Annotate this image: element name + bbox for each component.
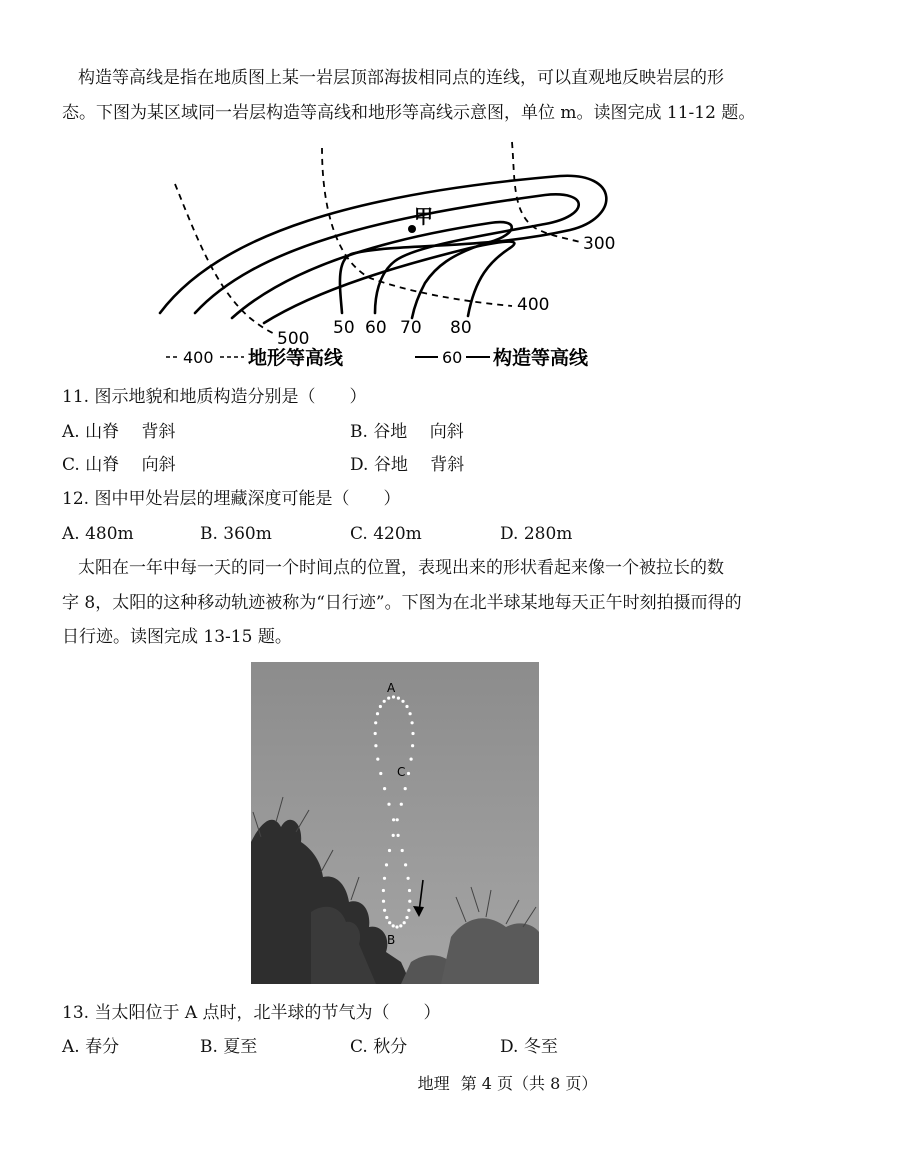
- q11-option-c: C. 山脊 向斜: [62, 455, 176, 475]
- analemma-dot: [392, 818, 395, 821]
- footer-page: 第 4 页（共 8 页）: [460, 1074, 598, 1093]
- analemma-dot: [388, 849, 391, 852]
- structure-label-80: 80: [450, 318, 472, 338]
- analemma-dot: [396, 818, 399, 821]
- analemma-dot: [382, 900, 385, 903]
- analemma-dot: [405, 705, 408, 708]
- point-b-label: B: [387, 933, 396, 947]
- analemma-dot: [411, 721, 414, 724]
- analemma-dot: [387, 697, 390, 700]
- analemma-dot: [411, 744, 414, 747]
- analemma-dot: [387, 803, 390, 806]
- analemma-dot: [376, 712, 379, 715]
- analemma-dot: [401, 849, 404, 852]
- q12-stem: 12. 图中甲处岩层的埋藏深度可能是（ ）: [62, 489, 401, 509]
- structure-label-50: 50: [333, 318, 355, 338]
- analemma-dot: [407, 877, 410, 880]
- analemma-dot: [401, 700, 404, 703]
- q11-option-d: D. 谷地 背斜: [350, 455, 465, 475]
- intro1-line1: 构造等高线是指在地质图上某一岩层顶部海拔相同点的连线，可以直观地反映岩层的形: [78, 68, 724, 88]
- terrain-label-500: 500: [277, 329, 310, 349]
- q11-option-b: B. 谷地 向斜: [350, 422, 464, 442]
- q12-option-d: D. 280m: [500, 524, 573, 544]
- analemma-dot: [383, 700, 386, 703]
- analemma-dot: [405, 916, 408, 919]
- analemma-dot: [403, 921, 406, 924]
- analemma-dot: [404, 863, 407, 866]
- footer-subject: 地理: [417, 1074, 450, 1093]
- analemma-dot: [392, 695, 395, 698]
- analemma-dot: [397, 834, 400, 837]
- analemma-dot: [395, 925, 398, 928]
- analemma-dot: [374, 732, 377, 735]
- q11-option-a: A. 山脊 背斜: [62, 422, 176, 442]
- analemma-dot: [407, 909, 410, 912]
- analemma-dot: [409, 712, 412, 715]
- analemma-dot: [388, 921, 391, 924]
- intro1-line2: 态。下图为某区域同一岩层构造等高线和地形等高线示意图，单位 m。读图完成 11-12 题。: [62, 103, 756, 123]
- analemma-dot: [383, 787, 386, 790]
- point-a-label: A: [387, 681, 396, 695]
- q13-option-a: A. 春分: [62, 1037, 120, 1057]
- q13-option-b: B. 夏至: [200, 1037, 258, 1057]
- analemma-dot: [400, 803, 403, 806]
- intro2-line2: 字 8，太阳的这种移动轨迹被称为“日行迹”。下图为在北半球某地每天正午时刻拍摄而得的: [62, 593, 742, 613]
- legend-terrain: [166, 346, 344, 369]
- structure-label-60: 60: [365, 318, 387, 338]
- analemma-photo: [251, 662, 539, 984]
- terrain-label-400: 400: [517, 295, 550, 315]
- legend-structure-sample: 60: [442, 348, 463, 367]
- analemma-dot: [383, 877, 386, 880]
- terrain-contour-500: [175, 184, 275, 334]
- q12-option-a: A. 480m: [62, 524, 134, 544]
- legend-structure: [415, 346, 589, 369]
- q11-stem: 11. 图示地貌和地质构造分别是（ ）: [62, 387, 367, 407]
- q13-option-c: C. 秋分: [350, 1037, 408, 1057]
- analemma-dot: [410, 758, 413, 761]
- page-footer: [0, 1074, 900, 1094]
- analemma-dot: [385, 863, 388, 866]
- analemma-dot: [379, 705, 382, 708]
- analemma-dot: [392, 834, 395, 837]
- analemma-dot: [379, 772, 382, 775]
- q12-option-c: C. 420m: [350, 524, 422, 544]
- legend-terrain-text: 地形等高线: [248, 347, 344, 369]
- analemma-dot: [376, 758, 379, 761]
- structure-label-70: 70: [400, 318, 422, 338]
- legend-terrain-sample: 400: [183, 348, 214, 367]
- point-c-label: C: [397, 765, 406, 779]
- analemma-dot: [392, 924, 395, 927]
- structure-contour-80: [264, 242, 514, 323]
- analemma-dot: [407, 772, 410, 775]
- q13-stem: 13. 当太阳位于 A 点时，北半球的节气为（ ）: [62, 1003, 441, 1023]
- point-jia-label: 甲: [414, 206, 434, 228]
- analemma-dot: [408, 889, 411, 892]
- analemma-dot: [404, 787, 407, 790]
- analemma-dot: [399, 924, 402, 927]
- analemma-dot: [397, 697, 400, 700]
- analemma-dot: [411, 732, 414, 735]
- q12-option-b: B. 360m: [200, 524, 272, 544]
- legend-structure-text: 构造等高线: [493, 347, 589, 369]
- analemma-dot: [383, 909, 386, 912]
- contour-figure: [150, 138, 630, 372]
- analemma-dot: [385, 916, 388, 919]
- terrain-label-300: 300: [583, 234, 616, 254]
- intro2-line1: 太阳在一年中每一天的同一个时间点的位置，表现出来的形状看起来像一个被拉长的数: [78, 558, 724, 578]
- intro2-line3: 日行迹。读图完成 13-15 题。: [62, 627, 292, 647]
- analemma-dot: [374, 721, 377, 724]
- q13-option-d: D. 冬至: [500, 1037, 558, 1057]
- analemma-dot: [374, 744, 377, 747]
- analemma-dot: [382, 889, 385, 892]
- analemma-dot: [408, 900, 411, 903]
